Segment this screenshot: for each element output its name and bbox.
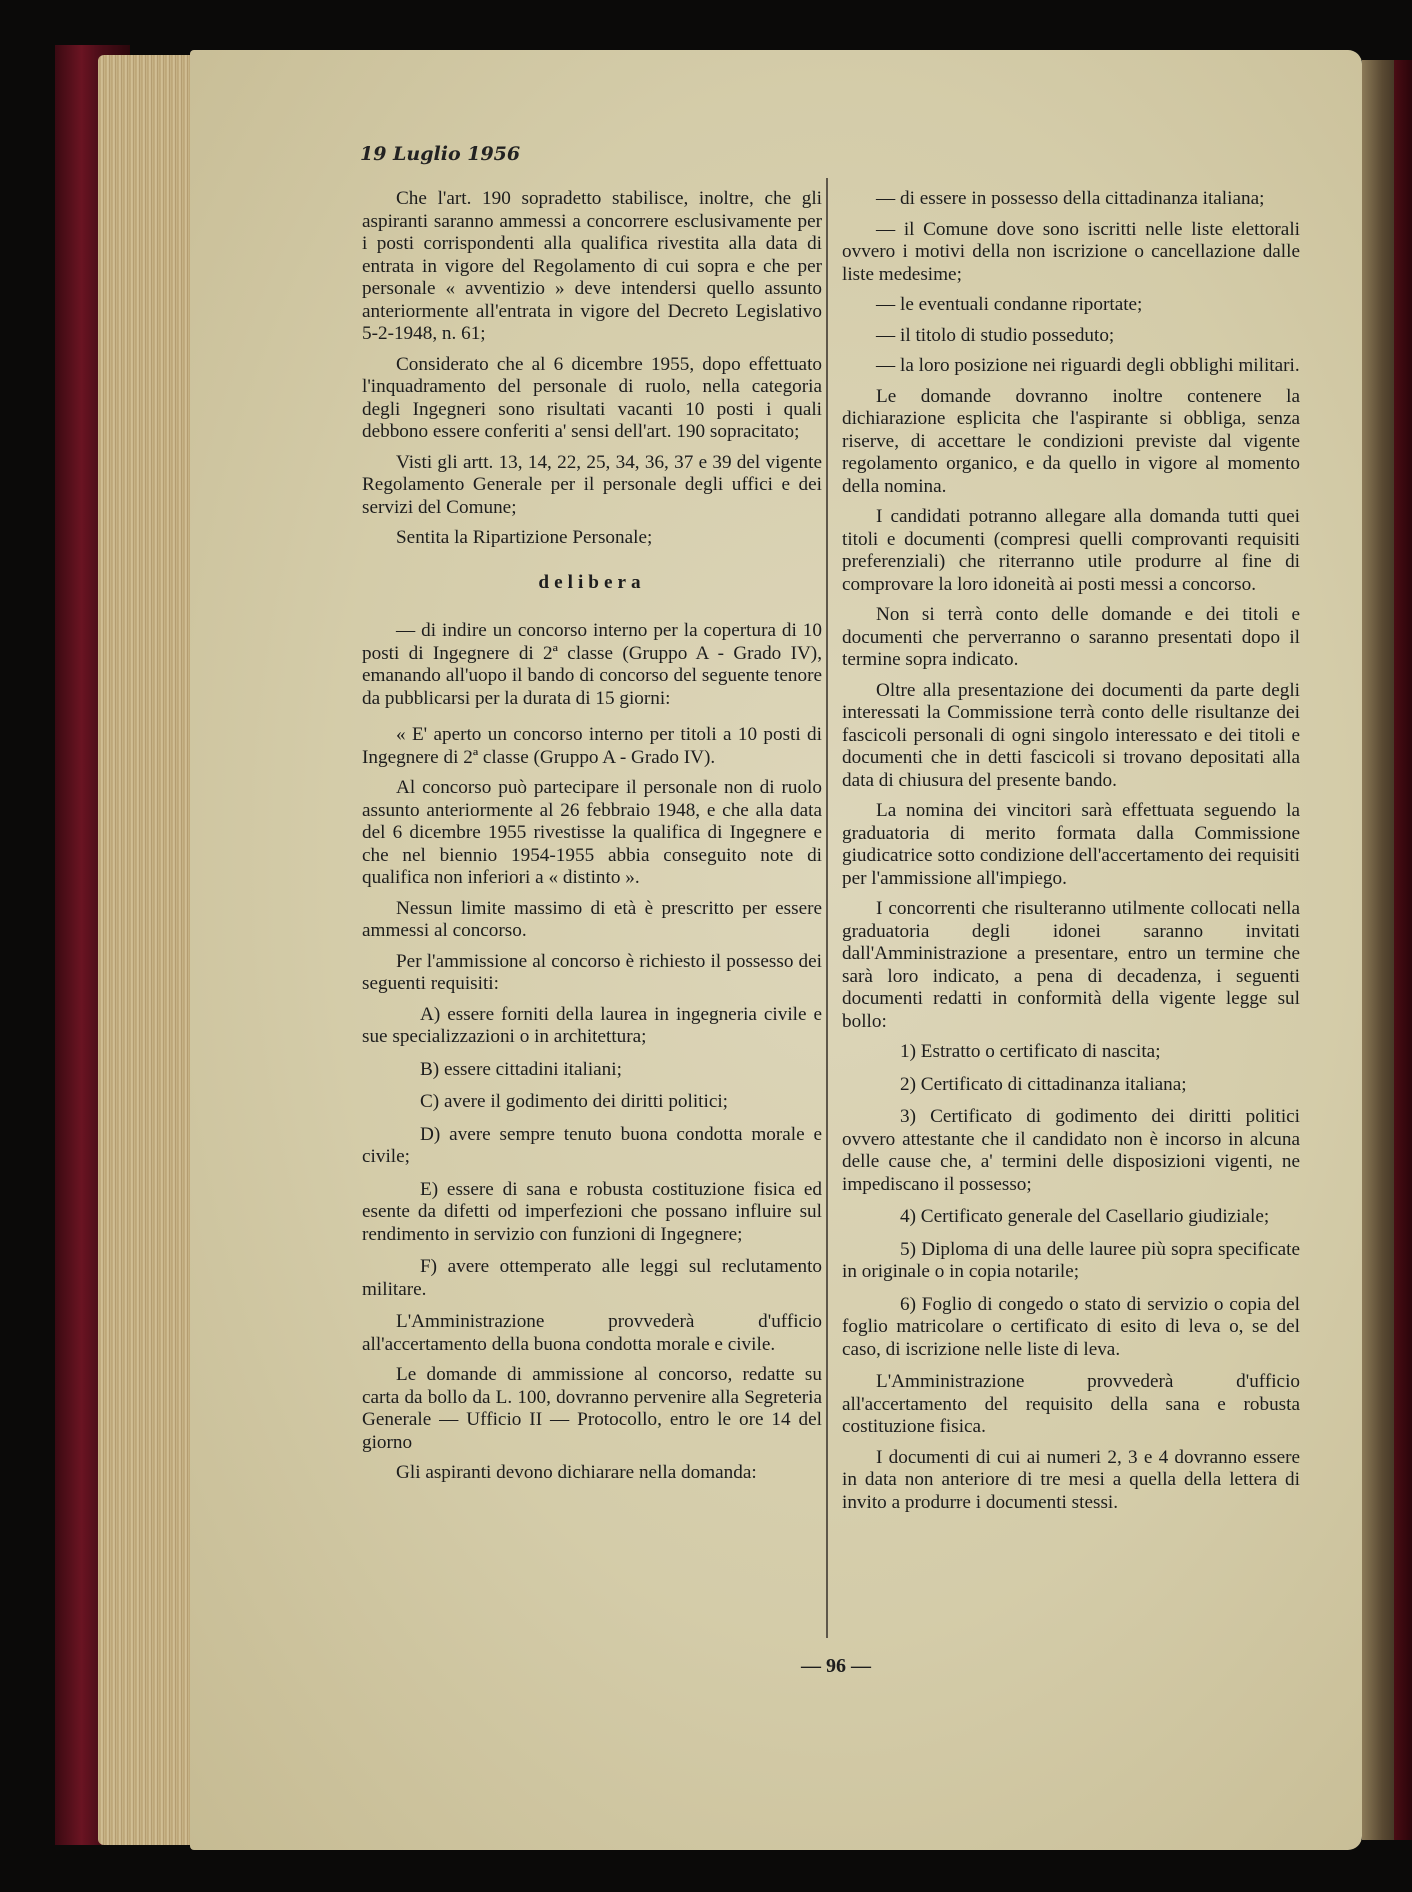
- declaration-item: — il titolo di studio posseduto;: [876, 324, 1115, 346]
- deliberation-heading: delibera: [538, 571, 646, 593]
- requirement-item: C) avere il godimento dei diritti politici;: [420, 1091, 729, 1112]
- document-item: 3) Certificato di godimento dei diritti politici ovvero attestante che il candidato non è incorso in alcuna delle cause che, a' termini delle disposizioni vigenti, ne impediscano il possesso;: [842, 1106, 1300, 1195]
- page-number: — 96 —: [801, 1655, 871, 1677]
- document-item: 1) Estratto o certificato di nascita;: [900, 1041, 1161, 1062]
- document-item: 4) Certificato generale del Casellario giudiziale;: [900, 1206, 1270, 1227]
- requirement-item: F) avere ottemperato alle leggi sul reclutamento militare.: [362, 1256, 822, 1300]
- document-item: 2) Certificato di cittadinanza italiana;: [900, 1073, 1187, 1095]
- facing-page-edge: [1362, 60, 1412, 1840]
- declaration-item: — il Comune dove sono iscritti nelle liste elettorali ovvero i motivi della non iscrizione o cancellazione dalle liste medesime;: [842, 218, 1300, 285]
- requirement-item: D) avere sempre tenuto buona condotta morale e civile;: [362, 1123, 822, 1167]
- requirement-item: E) essere di sana e robusta costituzione fisica ed esente da difetti od imperfezioni che possano influire sul rendimento in servizio con funzioni di Ingegnere;: [362, 1178, 822, 1245]
- page-date-header: 19 Luglio 1956: [360, 143, 521, 165]
- paragraph: Che l'art. 190 sopradetto stabilisce, inoltre, che gli aspiranti saranno ammessi a concorrere esclusivamente per i posti corrispondenti alla qualifica rivestita alla data di entrata in vigore del Regolamento di cui sopra e che per personale « avventizio » deve intendersi quello assunto anteriormente all'entrata in vigore del Decreto Legislativo 5-2-1948, n. 61;: [362, 188, 822, 344]
- paragraph: Le domande di ammissione al concorso, redatte su carta da bollo da L. 100, dovranno pervenire alla Segreteria Generale — Ufficio II — Protocollo, entro le ore 14 del giorno: [362, 1364, 822, 1453]
- paragraph: L'Amministrazione provvederà d'ufficio all'accertamento della buona condotta morale e civile.: [362, 1311, 822, 1355]
- paragraph: Oltre alla presentazione dei documenti da parte degli interessati la Commissione terrà conto delle risultanze dei fascicoli personali di ogni singolo interessato e dei titoli e documenti che in detti fascicoli si trovano depositati alla data di chiusura del presente bando.: [842, 679, 1300, 791]
- paragraph: Al concorso può partecipare il personale non di ruolo assunto anteriormente al 26 febbraio 1948, e che alla data del 6 dicembre 1955 rivestisse la qualifica di Ingegnere e che nel biennio 1954-1955 abbia conseguito note di qualifica non inferiori a « distinto ».: [362, 777, 822, 888]
- right-column: [842, 188, 1300, 1522]
- declaration-item: — le eventuali condanne riportate;: [876, 294, 1143, 315]
- requirement-item: A) essere forniti della laurea in ingegneria civile e sue specializzazioni o in architettura;: [362, 1003, 822, 1047]
- paragraph: I candidati potranno allegare alla domanda tutti quei titoli e documenti (compresi quelli comprovanti requisiti preferenziali) che riterranno utile produrre al fine di comprovare la loro idoneità ai posti messi a concorso.: [842, 506, 1300, 595]
- left-column: [362, 188, 822, 1493]
- paragraph: L'Amministrazione provvederà d'ufficio all'accertamento del requisito della sana e robusta costituzione fisica.: [842, 1371, 1300, 1437]
- paragraph: I concorrenti che risulteranno utilmente collocati nella graduatoria degli idonei saranno invitati dall'Amministrazione a presentare, entro un termine che sarà loro indicato, a pena di decadenza, i seguenti documenti redatti in conformità della vigente legge sul bollo:: [842, 898, 1300, 1032]
- requirement-item: B) essere cittadini italiani;: [420, 1058, 622, 1080]
- paragraph: Gli aspiranti devono dichiarare nella domanda:: [396, 1462, 757, 1483]
- paragraph: « E' aperto un concorso interno per titoli a 10 posti di Ingegnere di 2ª classe (Gruppo A - Grado IV).: [362, 724, 822, 768]
- paragraph: Considerato che al 6 dicembre 1955, dopo effettuato l'inquadramento del personale di ruolo, nella categoria degli Ingegneri sono risultati vacanti 10 posti i quali debbono essere conferiti a' sensi dell'art. 190 sopracitato;: [362, 353, 822, 442]
- paragraph: Per l'ammissione al concorso è richiesto il possesso dei seguenti requisiti:: [362, 950, 822, 994]
- paragraph: Le domande dovranno inoltre contenere la dichiarazione esplicita che l'aspirante si obbliga, senza riserve, di accettare le condizioni previste dal vigente regolamento organico, e da quello in vigore al momento della nomina.: [842, 385, 1300, 497]
- paragraph: Sentita la Ripartizione Personale;: [396, 527, 653, 548]
- paragraph: — di indire un concorso interno per la copertura di 10 posti di Ingegnere di 2ª classe (Gruppo A - Grado IV), emanando all'uopo il bando di concorso del seguente tenore da pubblicarsi per la durata di 15 giorni:: [362, 620, 822, 709]
- paragraph: Nessun limite massimo di età è prescritto per essere ammessi al concorso.: [362, 897, 822, 941]
- paragraph: La nomina dei vincitori sarà effettuata seguendo la graduatoria di merito formata dalla Commissione giudicatrice sotto condizione dell'accertamento dei requisiti per l'ammissione all'impiego.: [842, 800, 1300, 889]
- column-divider: [826, 178, 828, 1638]
- document-item: 5) Diploma di una delle lauree più sopra specificate in originale o in copia notarile;: [842, 1238, 1300, 1282]
- paragraph: I documenti di cui ai numeri 2, 3 e 4 dovranno essere in data non anteriore di tre mesi a quella della lettera di invito a produrre i documenti stessi.: [842, 1446, 1300, 1513]
- document-item: 6) Foglio di congedo o stato di servizio o copia del foglio matricolare o certificato di esito di leva o, se del caso, di iscrizione nelle liste di leva.: [842, 1293, 1300, 1360]
- paragraph: Non si terrà conto delle domande e dei titoli e documenti che perverranno o saranno presentati dopo il termine sopra indicato.: [842, 604, 1300, 670]
- page-edges: [98, 55, 200, 1845]
- declaration-item: — di essere in possesso della cittadinanza italiana;: [876, 188, 1265, 209]
- declaration-item: — la loro posizione nei riguardi degli obblighi militari.: [876, 355, 1300, 376]
- paragraph: Visti gli artt. 13, 14, 22, 25, 34, 36, 37 e 39 del vigente Regolamento Generale per il personale degli uffici e dei servizi del Comune;: [362, 451, 822, 518]
